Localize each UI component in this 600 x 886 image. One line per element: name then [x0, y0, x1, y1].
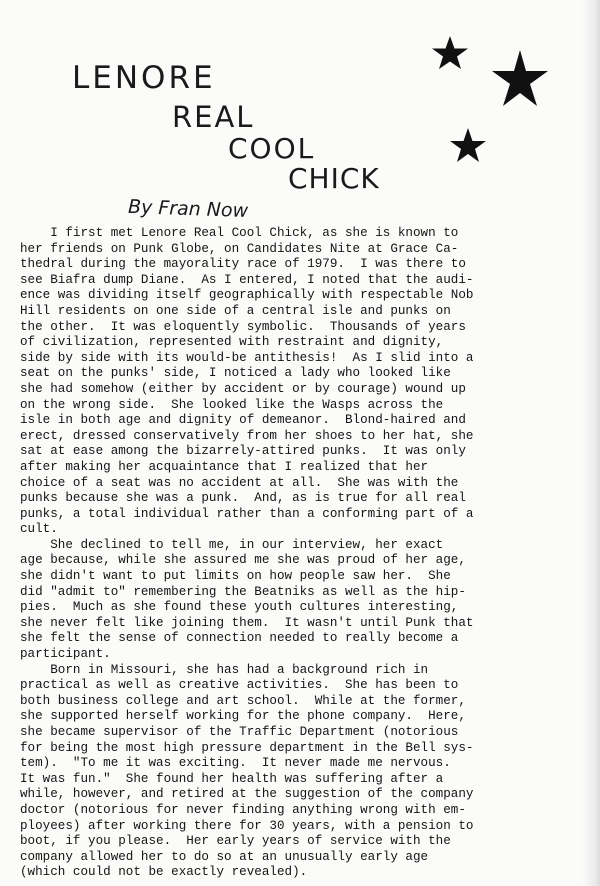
text-line: did "admit to" remembering the Beatniks as well as the hip-: [20, 584, 466, 599]
text-line: isle in both age and dignity of demeanor. Blond-haired and: [20, 413, 466, 428]
text-line: sat at ease among the bizarrely-attired punks. It was only: [20, 444, 466, 459]
text-line: Born in Missouri, she has had a background rich in: [20, 662, 429, 677]
text-line: of civilization, represented with restraint and dignity,: [20, 335, 444, 350]
text-line: she became supervisor of the Traffic Department (notorious: [20, 725, 459, 739]
text-line: pies. Much as she found these youth cultures interesting,: [20, 600, 459, 615]
article-body: [20, 226, 550, 881]
title-line-1: LENORE: [72, 60, 216, 96]
text-line: punks because she was a punk. And, as is true for all real: [20, 491, 466, 506]
text-line: ence was dividing itself geographically with respectable Nob: [20, 288, 474, 303]
paragraph: [20, 663, 550, 881]
paragraph: [20, 538, 550, 663]
text-line: practical as well as creative activities. She has been to: [20, 678, 459, 693]
star-icon: [450, 128, 486, 162]
text-line: It was fun." She found her health was suffering after a: [20, 771, 444, 786]
text-line: thedral during the mayorality race of 1979. I was there to: [20, 257, 466, 272]
text-line: company allowed her to do so at an unusually early age: [20, 849, 429, 864]
text-line: side by side with its would-be antithesis! As I slid into a: [20, 350, 474, 365]
text-line: age because, while she assured me she was proud of her age,: [20, 553, 466, 568]
text-line: (which could not be exactly revealed).: [20, 865, 308, 880]
text-line: she supported herself working for the phone company. Here,: [20, 709, 466, 724]
text-line: punks, a total individual rather than a conforming part of a: [20, 506, 474, 521]
text-line: she didn't want to put limits on how people saw her. She: [20, 569, 451, 584]
text-line: boot, if you please. Her early years of service with the: [20, 834, 451, 849]
text-line: seat on the punks' side, I noticed a lady who looked like: [20, 366, 451, 381]
text-line: see Biafra dump Diane. As I entered, I noted that the audi-: [20, 272, 474, 287]
text-line: choice of a seat was no accident at all. She was with the: [20, 475, 459, 490]
text-line: tem). "To me it was exciting. It never made me nervous.: [20, 756, 451, 771]
text-line: on the wrong side. She looked like the Wasps across the: [20, 397, 444, 412]
text-line: I first met Lenore Real Cool Chick, as she is known to: [20, 226, 459, 240]
paragraph: [20, 226, 550, 538]
byline: By Fran Now: [127, 195, 249, 223]
text-line: for being the most high pressure department in the Bell sys-: [20, 740, 474, 755]
text-line: cult.: [20, 522, 58, 537]
star-icon: [492, 50, 548, 106]
text-line: the other. It was eloquently symbolic. Thousands of years: [20, 319, 466, 334]
text-line: ployees) after working there for 30 years, with a pension to: [20, 818, 474, 833]
text-line: She declined to tell me, in our interview, her exact: [20, 537, 444, 552]
title-line-3: COOL: [228, 132, 316, 165]
paper-edge-shadow: [582, 0, 600, 886]
text-line: erect, dressed conservatively from her shoes to her hat, she: [20, 428, 474, 443]
stars-decoration: [420, 30, 550, 200]
title-line-4: CHICK: [288, 162, 380, 195]
text-line: she felt the sense of connection needed to really become a: [20, 631, 459, 646]
text-line: both business college and art school. While at the former,: [20, 693, 466, 708]
text-line: after making her acquaintance that I realized that her: [20, 459, 429, 474]
star-icon: [432, 36, 468, 69]
text-line: Hill residents on one side of a central isle and punks on: [20, 303, 451, 318]
text-line: participant.: [20, 647, 111, 662]
text-line: doctor (notorious for never finding anything wrong with em-: [20, 802, 466, 817]
title-line-2: REAL: [172, 100, 255, 134]
text-line: she had somehow (either by accident or by courage) wound up: [20, 381, 466, 396]
text-line: while, however, and retired at the suggestion of the company: [20, 787, 474, 802]
text-line: her friends on Punk Globe, on Candidates Nite at Grace Ca-: [20, 241, 459, 256]
text-line: she never felt like joining them. It wasn't until Punk that: [20, 615, 474, 630]
